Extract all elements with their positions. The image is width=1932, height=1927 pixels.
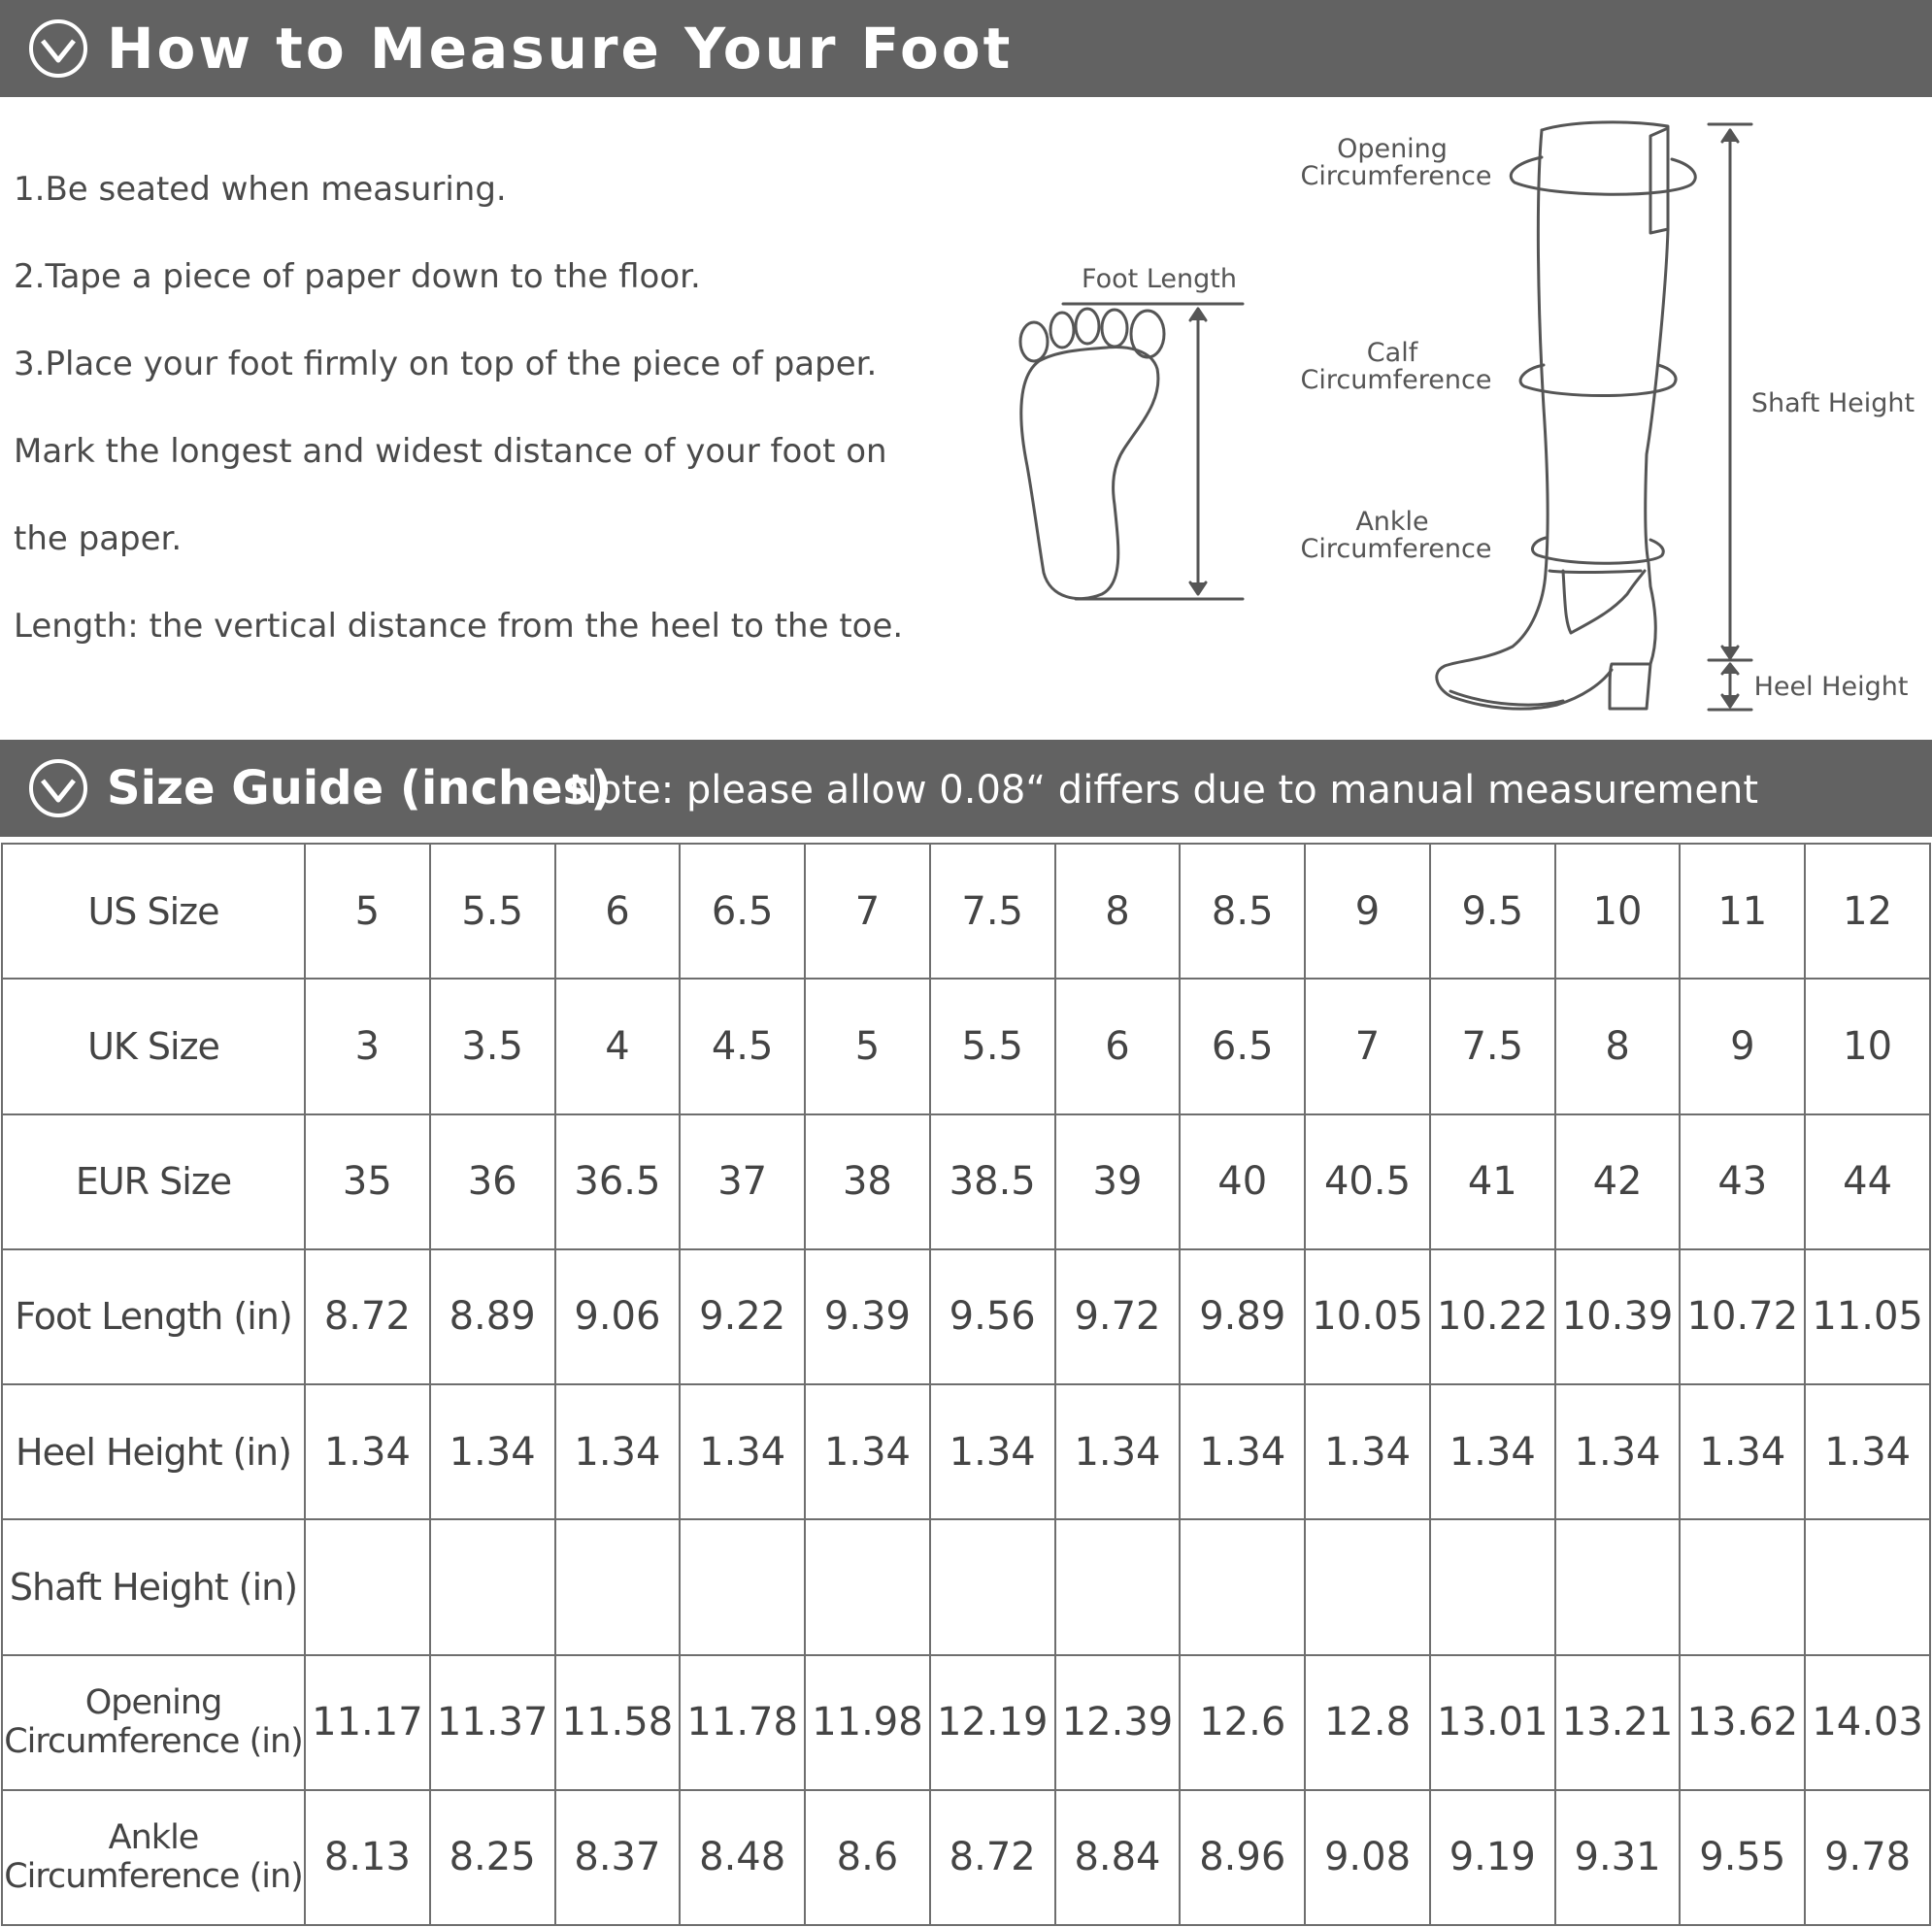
table-cell: 9.31 bbox=[1555, 1790, 1681, 1925]
step-text: the paper. bbox=[14, 519, 183, 558]
table-cell: 1.34 bbox=[1430, 1384, 1555, 1519]
table-cell bbox=[680, 1519, 805, 1654]
table-cell: 39 bbox=[1055, 1114, 1181, 1249]
table-cell: 9.89 bbox=[1180, 1249, 1305, 1384]
table-row bbox=[2, 844, 1930, 979]
table-cell bbox=[1305, 1519, 1430, 1654]
row-header: Foot Length (in) bbox=[2, 1249, 305, 1384]
chevron-down-circle-icon bbox=[27, 757, 89, 819]
table-cell: 8.72 bbox=[930, 1790, 1055, 1925]
table-cell: 8.6 bbox=[805, 1790, 930, 1925]
table-cell: 13.01 bbox=[1430, 1655, 1555, 1790]
table-row bbox=[2, 1655, 1930, 1790]
table-cell: 7.5 bbox=[930, 844, 1055, 979]
table-cell: 8.13 bbox=[305, 1790, 430, 1925]
table-cell: 9.5 bbox=[1430, 844, 1555, 979]
table-cell: 1.34 bbox=[1680, 1384, 1805, 1519]
opening-label-line2: Circumference bbox=[1300, 161, 1492, 191]
table-cell: 12.19 bbox=[930, 1655, 1055, 1790]
table-cell: 5.5 bbox=[930, 979, 1055, 1113]
table-cell: 36 bbox=[430, 1114, 555, 1249]
table-cell: 6.5 bbox=[1180, 979, 1305, 1113]
boot-outline-icon bbox=[1437, 122, 1668, 709]
step-text: 1.Be seated when measuring. bbox=[14, 170, 507, 209]
table-cell: 12.39 bbox=[1055, 1655, 1181, 1790]
table-cell bbox=[930, 1519, 1055, 1654]
table-cell: 11.98 bbox=[805, 1655, 930, 1790]
table-cell bbox=[1680, 1519, 1805, 1654]
table-cell: 10.72 bbox=[1680, 1249, 1805, 1384]
size-guide-title: Size Guide (inches) bbox=[107, 761, 613, 815]
table-cell: 9.22 bbox=[680, 1249, 805, 1384]
opening-label-line1: Opening bbox=[1337, 134, 1448, 164]
table-cell: 1.34 bbox=[680, 1384, 805, 1519]
calf-label-line1: Calf bbox=[1366, 338, 1418, 368]
table-cell: 38.5 bbox=[930, 1114, 1055, 1249]
table-cell bbox=[1805, 1519, 1930, 1654]
table-cell: 8.84 bbox=[1055, 1790, 1181, 1925]
calf-label-line2: Circumference bbox=[1300, 365, 1492, 395]
table-cell: 9.39 bbox=[805, 1249, 930, 1384]
chevron-down-circle-icon bbox=[27, 17, 89, 80]
table-cell: 9.08 bbox=[1305, 1790, 1430, 1925]
measurement-diagram bbox=[0, 97, 1932, 740]
table-cell: 1.34 bbox=[1805, 1384, 1930, 1519]
table-cell: 9.19 bbox=[1430, 1790, 1555, 1925]
table-cell: 8.37 bbox=[555, 1790, 681, 1925]
table-cell: 7.5 bbox=[1430, 979, 1555, 1113]
table-cell: 6.5 bbox=[680, 844, 805, 979]
table-cell: 13.21 bbox=[1555, 1655, 1681, 1790]
table-cell: 37 bbox=[680, 1114, 805, 1249]
table-cell: 13.62 bbox=[1680, 1655, 1805, 1790]
table-cell: 6 bbox=[555, 844, 681, 979]
table-cell: 3 bbox=[305, 979, 430, 1113]
size-guide-note: Note: please allow 0.08“ differs due to manual measurement bbox=[569, 768, 1758, 813]
ankle-label-line2: Circumference bbox=[1300, 534, 1492, 564]
table-cell: 1.34 bbox=[805, 1384, 930, 1519]
table-cell: 11.17 bbox=[305, 1655, 430, 1790]
table-cell: 8 bbox=[1555, 979, 1681, 1113]
table-cell: 11.58 bbox=[555, 1655, 681, 1790]
table-cell: 44 bbox=[1805, 1114, 1930, 1249]
table-cell: 10.22 bbox=[1430, 1249, 1555, 1384]
size-guide-header bbox=[0, 740, 1932, 837]
foot-outline-icon bbox=[1020, 309, 1164, 599]
table-cell: 12.8 bbox=[1305, 1655, 1430, 1790]
row-header-line: Ankle bbox=[108, 1818, 199, 1858]
step-text: Mark the longest and widest distance of your foot on bbox=[14, 432, 887, 471]
table-cell: 5 bbox=[805, 979, 930, 1113]
table-cell: 40.5 bbox=[1305, 1114, 1430, 1249]
table-cell: 9 bbox=[1305, 844, 1430, 979]
table-cell: 11.78 bbox=[680, 1655, 805, 1790]
table-cell bbox=[805, 1519, 930, 1654]
table-cell: 1.34 bbox=[930, 1384, 1055, 1519]
table-cell: 4.5 bbox=[680, 979, 805, 1113]
table-cell bbox=[1430, 1519, 1555, 1654]
step-text: 3.Place your foot firmly on top of the piece of paper. bbox=[14, 345, 878, 383]
table-cell bbox=[555, 1519, 681, 1654]
row-header: EUR Size bbox=[2, 1114, 305, 1249]
table-cell: 10.05 bbox=[1305, 1249, 1430, 1384]
table-cell: 10 bbox=[1555, 844, 1681, 979]
table-cell: 5.5 bbox=[430, 844, 555, 979]
row-header: UK Size bbox=[2, 979, 305, 1113]
table-cell: 1.34 bbox=[1555, 1384, 1681, 1519]
table-cell bbox=[1055, 1519, 1181, 1654]
shaft-height-label: Shaft Height bbox=[1750, 388, 1915, 418]
size-table bbox=[1, 843, 1931, 1926]
table-cell: 12.6 bbox=[1180, 1655, 1305, 1790]
table-cell: 1.34 bbox=[1305, 1384, 1430, 1519]
table-cell: 11 bbox=[1680, 844, 1805, 979]
table-cell: 35 bbox=[305, 1114, 430, 1249]
table-cell: 1.34 bbox=[1180, 1384, 1305, 1519]
table-row bbox=[2, 1790, 1930, 1925]
table-cell: 12 bbox=[1805, 844, 1930, 979]
table-cell: 38 bbox=[805, 1114, 930, 1249]
table-cell: 1.34 bbox=[1055, 1384, 1181, 1519]
table-row bbox=[2, 1249, 1930, 1384]
table-cell: 1.34 bbox=[555, 1384, 681, 1519]
table-cell: 1.34 bbox=[430, 1384, 555, 1519]
table-cell: 1.34 bbox=[305, 1384, 430, 1519]
row-header: Heel Height (in) bbox=[2, 1384, 305, 1519]
row-header: US Size bbox=[2, 844, 305, 979]
table-row bbox=[2, 1519, 1930, 1654]
table-cell: 8.89 bbox=[430, 1249, 555, 1384]
table-cell bbox=[430, 1519, 555, 1654]
row-header-line: Circumference (in) bbox=[4, 1722, 303, 1762]
table-row bbox=[2, 1384, 1930, 1519]
table-cell bbox=[1180, 1519, 1305, 1654]
table-cell: 7 bbox=[1305, 979, 1430, 1113]
table-cell: 9.72 bbox=[1055, 1249, 1181, 1384]
step-text: Length: the vertical distance from the heel to the toe. bbox=[14, 607, 904, 646]
foot-length-label: Foot Length bbox=[1082, 264, 1237, 294]
table-cell: 6 bbox=[1055, 979, 1181, 1113]
table-row bbox=[2, 1114, 1930, 1249]
row-header bbox=[2, 1790, 305, 1925]
table-cell: 42 bbox=[1555, 1114, 1681, 1249]
table-cell: 14.03 bbox=[1805, 1655, 1930, 1790]
measure-header bbox=[0, 0, 1932, 97]
table-cell: 8.25 bbox=[430, 1790, 555, 1925]
table-cell: 10 bbox=[1805, 979, 1930, 1113]
ankle-label-line1: Ankle bbox=[1355, 507, 1429, 537]
table-cell: 8.96 bbox=[1180, 1790, 1305, 1925]
row-header-line: Opening bbox=[84, 1683, 222, 1723]
table-cell: 8.72 bbox=[305, 1249, 430, 1384]
table-cell: 36.5 bbox=[555, 1114, 681, 1249]
table-cell: 9.55 bbox=[1680, 1790, 1805, 1925]
table-cell: 5 bbox=[305, 844, 430, 979]
heel-height-label: Heel Height bbox=[1753, 672, 1909, 702]
table-cell: 43 bbox=[1680, 1114, 1805, 1249]
table-cell: 9.56 bbox=[930, 1249, 1055, 1384]
table-cell: 11.05 bbox=[1805, 1249, 1930, 1384]
table-cell: 9.78 bbox=[1805, 1790, 1930, 1925]
table-cell: 3.5 bbox=[430, 979, 555, 1113]
row-header-line: Circumference (in) bbox=[4, 1857, 303, 1897]
table-cell: 40 bbox=[1180, 1114, 1305, 1249]
table-cell bbox=[305, 1519, 430, 1654]
row-header bbox=[2, 1655, 305, 1790]
table-cell: 41 bbox=[1430, 1114, 1555, 1249]
step-text: 2.Tape a piece of paper down to the floor. bbox=[14, 257, 701, 296]
table-cell: 8.48 bbox=[680, 1790, 805, 1925]
table-cell: 8.5 bbox=[1180, 844, 1305, 979]
table-cell: 9 bbox=[1680, 979, 1805, 1113]
table-cell: 10.39 bbox=[1555, 1249, 1681, 1384]
table-cell: 11.37 bbox=[430, 1655, 555, 1790]
table-cell: 8 bbox=[1055, 844, 1181, 979]
table-cell: 9.06 bbox=[555, 1249, 681, 1384]
table-row bbox=[2, 979, 1930, 1113]
table-cell: 7 bbox=[805, 844, 930, 979]
table-cell: 4 bbox=[555, 979, 681, 1113]
table-cell bbox=[1555, 1519, 1681, 1654]
measure-title: How to Measure Your Foot bbox=[107, 16, 1014, 82]
row-header: Shaft Height (in) bbox=[2, 1519, 305, 1654]
